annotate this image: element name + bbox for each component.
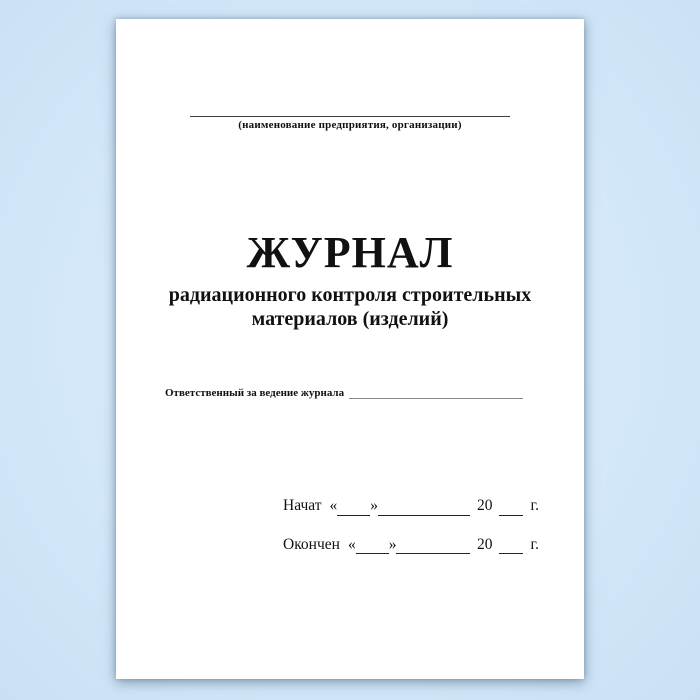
responsible-blank-line [349, 397, 523, 399]
responsible-label: Ответственный за ведение журнала [165, 387, 345, 399]
finished-label: Окончен [283, 535, 340, 553]
org-name-caption: (наименование предприятия, организации) [238, 119, 462, 131]
journal-cover-page [116, 19, 584, 679]
page-subtitle [116, 283, 584, 331]
started-day-blank-line [337, 514, 370, 516]
close-quote: » [370, 497, 379, 514]
org-name-blank-line [190, 116, 510, 117]
started-month-blank-line [378, 514, 470, 516]
finished-year-blank-line [499, 552, 523, 554]
dates-block [283, 497, 539, 574]
date-row-started [283, 497, 539, 516]
started-label: Начат [283, 497, 322, 514]
responsible-row [165, 387, 523, 399]
page-title: ЖУРНАЛ [246, 228, 454, 277]
finished-year-suffix: г. [530, 535, 539, 553]
finished-year-prefix: 20 [477, 535, 493, 553]
subtitle-line-2: материалов (изделий) [251, 308, 449, 331]
finished-month-blank-line [396, 552, 470, 554]
started-year-prefix: 20 [477, 497, 493, 514]
subtitle-line-1: радиационного контроля строительных [168, 284, 532, 307]
open-quote: « [329, 497, 338, 514]
close-quote: » [388, 535, 397, 553]
open-quote: « [347, 535, 356, 553]
finished-day-blank-line [356, 552, 389, 554]
started-year-suffix: г. [530, 497, 539, 514]
date-row-finished [283, 536, 539, 555]
started-year-blank-line [499, 514, 523, 516]
org-name-block [116, 116, 584, 131]
title-block [116, 229, 584, 331]
